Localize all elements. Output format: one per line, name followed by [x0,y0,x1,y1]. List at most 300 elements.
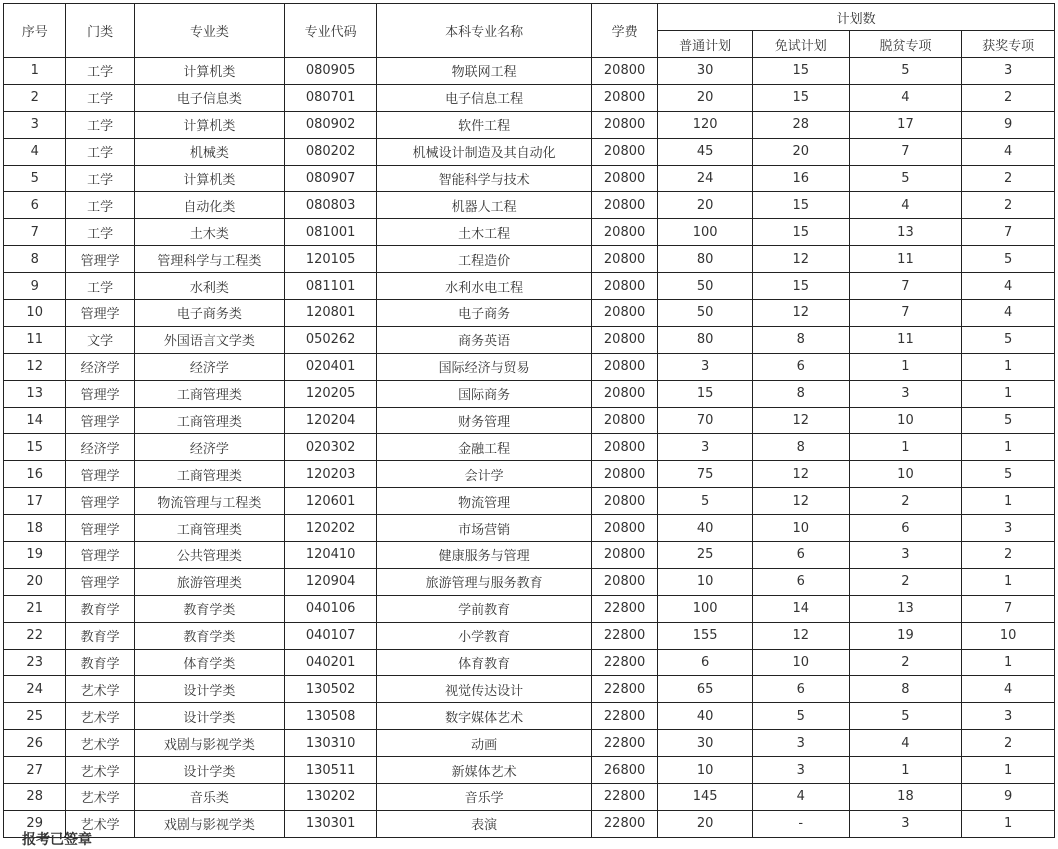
cell-plan-exempt: 8 [752,380,849,407]
cell-major-code: 120205 [284,380,377,407]
cell-plan-general: 75 [658,461,753,488]
cell-plan-general: 70 [658,407,753,434]
cell-major-class: 电子商务类 [134,300,284,327]
cell-category: 管理学 [66,542,134,569]
table-row [4,326,1055,353]
cell-plan-award: 1 [962,353,1055,380]
cell-plan-poverty: 3 [849,542,962,569]
cell-category: 管理学 [66,246,134,273]
cell-major-name: 小学教育 [377,622,591,649]
cell-plan-award: 3 [962,703,1055,730]
cell-tuition: 22800 [591,676,657,703]
cell-index: 4 [4,138,66,165]
cell-major-code: 130502 [284,676,377,703]
cell-plan-exempt: 15 [752,84,849,111]
cell-category: 管理学 [66,407,134,434]
cell-category: 工学 [66,273,134,300]
cell-plan-poverty: 11 [849,246,962,273]
table-header [4,4,1055,58]
cell-major-name: 电子商务 [377,300,591,327]
cell-major-code: 130511 [284,757,377,784]
cell-major-name: 健康服务与管理 [377,542,591,569]
cell-category: 艺术学 [66,810,134,837]
cell-category: 管理学 [66,515,134,542]
cell-tuition: 20800 [591,84,657,111]
cell-index: 27 [4,757,66,784]
cell-index: 19 [4,542,66,569]
cell-plan-general: 30 [658,730,753,757]
cell-plan-exempt: 6 [752,353,849,380]
cell-major-name: 数字媒体艺术 [377,703,591,730]
table-row [4,542,1055,569]
cell-category: 艺术学 [66,730,134,757]
cell-plan-general: 80 [658,246,753,273]
cell-tuition: 20800 [591,273,657,300]
cell-major-name: 国际经济与贸易 [377,353,591,380]
cell-plan-general: 24 [658,165,753,192]
cell-major-name: 电子信息工程 [377,84,591,111]
cell-major-code: 120601 [284,488,377,515]
cell-index: 24 [4,676,66,703]
table-row [4,246,1055,273]
cell-major-code: 120203 [284,461,377,488]
table-row [4,622,1055,649]
cell-tuition: 20800 [591,461,657,488]
cell-index: 20 [4,568,66,595]
cell-plan-award: 2 [962,192,1055,219]
cell-plan-poverty: 11 [849,326,962,353]
cell-tuition: 20800 [591,300,657,327]
cell-plan-award: 1 [962,568,1055,595]
cell-tuition: 22800 [591,622,657,649]
table-row [4,219,1055,246]
cell-category: 经济学 [66,434,134,461]
cell-plan-award: 1 [962,380,1055,407]
cell-category: 经济学 [66,353,134,380]
table-row [4,515,1055,542]
cell-plan-award: 10 [962,622,1055,649]
cell-index: 23 [4,649,66,676]
cell-plan-exempt: 3 [752,730,849,757]
cell-tuition: 20800 [591,219,657,246]
cell-plan-poverty: 19 [849,622,962,649]
cell-category: 工学 [66,111,134,138]
cell-index: 6 [4,192,66,219]
cell-index: 18 [4,515,66,542]
cell-plan-award: 9 [962,784,1055,811]
header-plan-exempt: 免试计划 [752,31,849,58]
cell-category: 教育学 [66,649,134,676]
table-row [4,434,1055,461]
cell-major-name: 物流管理 [377,488,591,515]
table-row [4,138,1055,165]
cell-plan-poverty: 13 [849,595,962,622]
cell-plan-general: 80 [658,326,753,353]
cell-major-class: 土木类 [134,219,284,246]
table-row [4,757,1055,784]
cell-major-code: 020401 [284,353,377,380]
cell-major-code: 120410 [284,542,377,569]
cell-major-code: 080902 [284,111,377,138]
cell-major-class: 水利类 [134,273,284,300]
cell-category: 工学 [66,138,134,165]
table-row [4,568,1055,595]
cell-major-name: 国际商务 [377,380,591,407]
cell-index: 28 [4,784,66,811]
cell-plan-general: 120 [658,111,753,138]
cell-plan-exempt: 28 [752,111,849,138]
cell-index: 3 [4,111,66,138]
enrollment-plan-table [3,3,1055,838]
cell-plan-poverty: 4 [849,84,962,111]
cell-major-code: 020302 [284,434,377,461]
cell-plan-general: 65 [658,676,753,703]
cell-index: 7 [4,219,66,246]
cell-major-class: 物流管理与工程类 [134,488,284,515]
cell-plan-poverty: 2 [849,488,962,515]
cell-plan-award: 5 [962,246,1055,273]
cell-category: 工学 [66,165,134,192]
cell-plan-general: 5 [658,488,753,515]
cell-plan-exempt: 15 [752,58,849,85]
cell-plan-poverty: 1 [849,353,962,380]
cell-major-class: 计算机类 [134,165,284,192]
cell-major-code: 040106 [284,595,377,622]
cell-major-class: 外国语言文学类 [134,326,284,353]
cell-plan-exempt: 12 [752,246,849,273]
header-tuition: 学费 [591,4,657,58]
cell-major-code: 080907 [284,165,377,192]
cell-major-code: 040107 [284,622,377,649]
cell-major-name: 学前教育 [377,595,591,622]
cell-plan-general: 50 [658,300,753,327]
cell-index: 5 [4,165,66,192]
cell-major-class: 自动化类 [134,192,284,219]
cell-tuition: 22800 [591,784,657,811]
table-row [4,58,1055,85]
cell-index: 29 [4,810,66,837]
cell-plan-exempt: 4 [752,784,849,811]
cell-plan-poverty: 7 [849,138,962,165]
cell-index: 9 [4,273,66,300]
cell-category: 管理学 [66,461,134,488]
cell-tuition: 20800 [591,192,657,219]
cell-plan-poverty: 7 [849,300,962,327]
cell-index: 25 [4,703,66,730]
cell-index: 2 [4,84,66,111]
cell-plan-exempt: 12 [752,622,849,649]
header-category: 门类 [66,4,134,58]
cell-plan-general: 100 [658,219,753,246]
cell-major-name: 体育教育 [377,649,591,676]
cell-tuition: 22800 [591,595,657,622]
cell-plan-award: 4 [962,138,1055,165]
table-row [4,111,1055,138]
cell-plan-poverty: 18 [849,784,962,811]
cell-index: 21 [4,595,66,622]
cell-category: 工学 [66,219,134,246]
cell-plan-general: 15 [658,380,753,407]
table-row [4,300,1055,327]
cell-plan-award: 2 [962,84,1055,111]
cell-major-class: 设计学类 [134,676,284,703]
cell-plan-award: 2 [962,730,1055,757]
cell-major-name: 金融工程 [377,434,591,461]
cell-plan-general: 30 [658,58,753,85]
cell-plan-exempt: 12 [752,488,849,515]
cell-plan-exempt: 5 [752,703,849,730]
cell-plan-poverty: 4 [849,730,962,757]
cell-category: 艺术学 [66,784,134,811]
cell-index: 15 [4,434,66,461]
cell-index: 11 [4,326,66,353]
cell-major-code: 040201 [284,649,377,676]
cell-plan-exempt: 12 [752,407,849,434]
cell-category: 工学 [66,84,134,111]
table-row [4,461,1055,488]
cell-category: 工学 [66,58,134,85]
cell-major-name: 表演 [377,810,591,837]
cell-major-name: 机械设计制造及其自动化 [377,138,591,165]
cell-major-name: 商务英语 [377,326,591,353]
cell-plan-exempt: 6 [752,568,849,595]
cell-major-class: 戏剧与影视学类 [134,810,284,837]
cell-category: 艺术学 [66,676,134,703]
cell-plan-exempt: 6 [752,542,849,569]
cell-major-code: 130508 [284,703,377,730]
cell-plan-poverty: 10 [849,407,962,434]
cell-category: 管理学 [66,380,134,407]
cell-major-code: 130202 [284,784,377,811]
cell-plan-general: 20 [658,810,753,837]
cell-index: 10 [4,300,66,327]
cell-plan-award: 5 [962,461,1055,488]
cell-major-code: 080905 [284,58,377,85]
cell-plan-award: 7 [962,595,1055,622]
cell-tuition: 22800 [591,703,657,730]
cell-plan-award: 5 [962,326,1055,353]
table-row [4,84,1055,111]
table-row [4,192,1055,219]
cell-category: 艺术学 [66,703,134,730]
cell-major-class: 戏剧与影视学类 [134,730,284,757]
cell-major-code: 120801 [284,300,377,327]
cell-plan-poverty: 13 [849,219,962,246]
cell-plan-poverty: 2 [849,568,962,595]
cell-major-class: 公共管理类 [134,542,284,569]
cell-index: 26 [4,730,66,757]
cell-index: 12 [4,353,66,380]
cell-plan-exempt: 10 [752,649,849,676]
cell-major-class: 电子信息类 [134,84,284,111]
cell-major-class: 计算机类 [134,58,284,85]
cell-major-code: 080202 [284,138,377,165]
cell-major-class: 工商管理类 [134,380,284,407]
cell-plan-general: 20 [658,192,753,219]
cell-plan-award: 3 [962,58,1055,85]
cell-major-class: 工商管理类 [134,515,284,542]
cell-tuition: 20800 [591,568,657,595]
cell-plan-general: 20 [658,84,753,111]
cell-major-name: 动画 [377,730,591,757]
cell-plan-exempt: - [752,810,849,837]
cell-major-name: 工程造价 [377,246,591,273]
cell-plan-award: 3 [962,515,1055,542]
cell-tuition: 20800 [591,326,657,353]
cell-plan-general: 10 [658,568,753,595]
cell-plan-general: 25 [658,542,753,569]
cell-category: 教育学 [66,622,134,649]
cell-major-class: 经济学 [134,353,284,380]
header-plan-poverty: 脱贫专项 [849,31,962,58]
cell-plan-exempt: 15 [752,192,849,219]
cell-plan-award: 4 [962,273,1055,300]
cell-plan-award: 1 [962,434,1055,461]
cell-major-code: 080803 [284,192,377,219]
cell-plan-general: 45 [658,138,753,165]
table-row [4,676,1055,703]
cell-plan-poverty: 5 [849,703,962,730]
cell-plan-poverty: 5 [849,58,962,85]
cell-major-code: 130310 [284,730,377,757]
cell-tuition: 20800 [591,515,657,542]
cell-major-name: 智能科学与技术 [377,165,591,192]
cell-index: 16 [4,461,66,488]
cell-plan-exempt: 20 [752,138,849,165]
cell-plan-award: 9 [962,111,1055,138]
cell-plan-exempt: 8 [752,326,849,353]
cell-major-name: 水利水电工程 [377,273,591,300]
cell-major-class: 音乐类 [134,784,284,811]
cell-plan-exempt: 12 [752,461,849,488]
cell-tuition: 20800 [591,165,657,192]
cell-major-class: 教育学类 [134,595,284,622]
cell-plan-exempt: 8 [752,434,849,461]
cell-category: 管理学 [66,300,134,327]
cell-plan-poverty: 17 [849,111,962,138]
cell-major-code: 081001 [284,219,377,246]
table-row [4,407,1055,434]
cell-plan-general: 3 [658,434,753,461]
cell-plan-poverty: 4 [849,192,962,219]
cell-major-code: 120202 [284,515,377,542]
cell-plan-award: 1 [962,810,1055,837]
cell-index: 1 [4,58,66,85]
cell-plan-award: 2 [962,165,1055,192]
cell-plan-general: 50 [658,273,753,300]
cell-plan-award: 4 [962,676,1055,703]
cell-index: 8 [4,246,66,273]
cell-major-name: 软件工程 [377,111,591,138]
cell-major-name: 财务管理 [377,407,591,434]
cell-category: 工学 [66,192,134,219]
enrollment-plan-sheet [3,3,1055,838]
header-plan-general: 普通计划 [658,31,753,58]
cell-index: 22 [4,622,66,649]
header-index: 序号 [4,4,66,58]
cell-major-class: 体育学类 [134,649,284,676]
cell-major-code: 120904 [284,568,377,595]
cell-tuition: 20800 [591,488,657,515]
cell-tuition: 20800 [591,138,657,165]
cell-tuition: 22800 [591,730,657,757]
table-body [4,58,1055,838]
cell-major-name: 音乐学 [377,784,591,811]
cell-category: 艺术学 [66,757,134,784]
cell-major-code: 080701 [284,84,377,111]
cell-tuition: 26800 [591,757,657,784]
cell-tuition: 20800 [591,353,657,380]
table-row [4,730,1055,757]
cell-plan-exempt: 16 [752,165,849,192]
cell-category: 管理学 [66,488,134,515]
cell-plan-general: 100 [658,595,753,622]
cell-major-class: 教育学类 [134,622,284,649]
cell-major-name: 物联网工程 [377,58,591,85]
cell-plan-general: 6 [658,649,753,676]
cell-index: 17 [4,488,66,515]
cell-plan-exempt: 14 [752,595,849,622]
cell-major-class: 计算机类 [134,111,284,138]
cell-plan-exempt: 3 [752,757,849,784]
cell-plan-award: 4 [962,300,1055,327]
cell-major-class: 经济学 [134,434,284,461]
cell-plan-poverty: 10 [849,461,962,488]
cell-major-class: 机械类 [134,138,284,165]
cell-plan-award: 1 [962,488,1055,515]
cell-plan-poverty: 1 [849,757,962,784]
cell-tuition: 22800 [591,649,657,676]
cell-plan-general: 40 [658,515,753,542]
cell-index: 14 [4,407,66,434]
cell-major-code: 130301 [284,810,377,837]
cell-major-code: 050262 [284,326,377,353]
table-row [4,784,1055,811]
cell-plan-general: 3 [658,353,753,380]
table-row [4,353,1055,380]
header-major-code: 专业代码 [284,4,377,58]
cell-plan-poverty: 8 [849,676,962,703]
cell-plan-poverty: 2 [849,649,962,676]
cell-tuition: 20800 [591,407,657,434]
cell-major-class: 旅游管理类 [134,568,284,595]
header-major-name: 本科专业名称 [377,4,591,58]
table-row [4,273,1055,300]
header-plan-group: 计划数 [658,4,1055,31]
cell-plan-general: 40 [658,703,753,730]
cell-plan-award: 1 [962,649,1055,676]
table-row [4,703,1055,730]
cell-plan-award: 1 [962,757,1055,784]
table-row [4,810,1055,837]
cell-major-class: 工商管理类 [134,461,284,488]
cell-plan-poverty: 5 [849,165,962,192]
cell-tuition: 20800 [591,111,657,138]
cell-plan-general: 145 [658,784,753,811]
cell-tuition: 22800 [591,810,657,837]
cell-major-name: 旅游管理与服务教育 [377,568,591,595]
footer-note: 报考已签章 [22,832,92,848]
cell-plan-poverty: 3 [849,810,962,837]
cell-tuition: 20800 [591,380,657,407]
cell-plan-poverty: 6 [849,515,962,542]
cell-plan-exempt: 10 [752,515,849,542]
cell-plan-poverty: 7 [849,273,962,300]
cell-tuition: 20800 [591,246,657,273]
cell-major-code: 120105 [284,246,377,273]
cell-major-class: 设计学类 [134,757,284,784]
cell-plan-award: 2 [962,542,1055,569]
